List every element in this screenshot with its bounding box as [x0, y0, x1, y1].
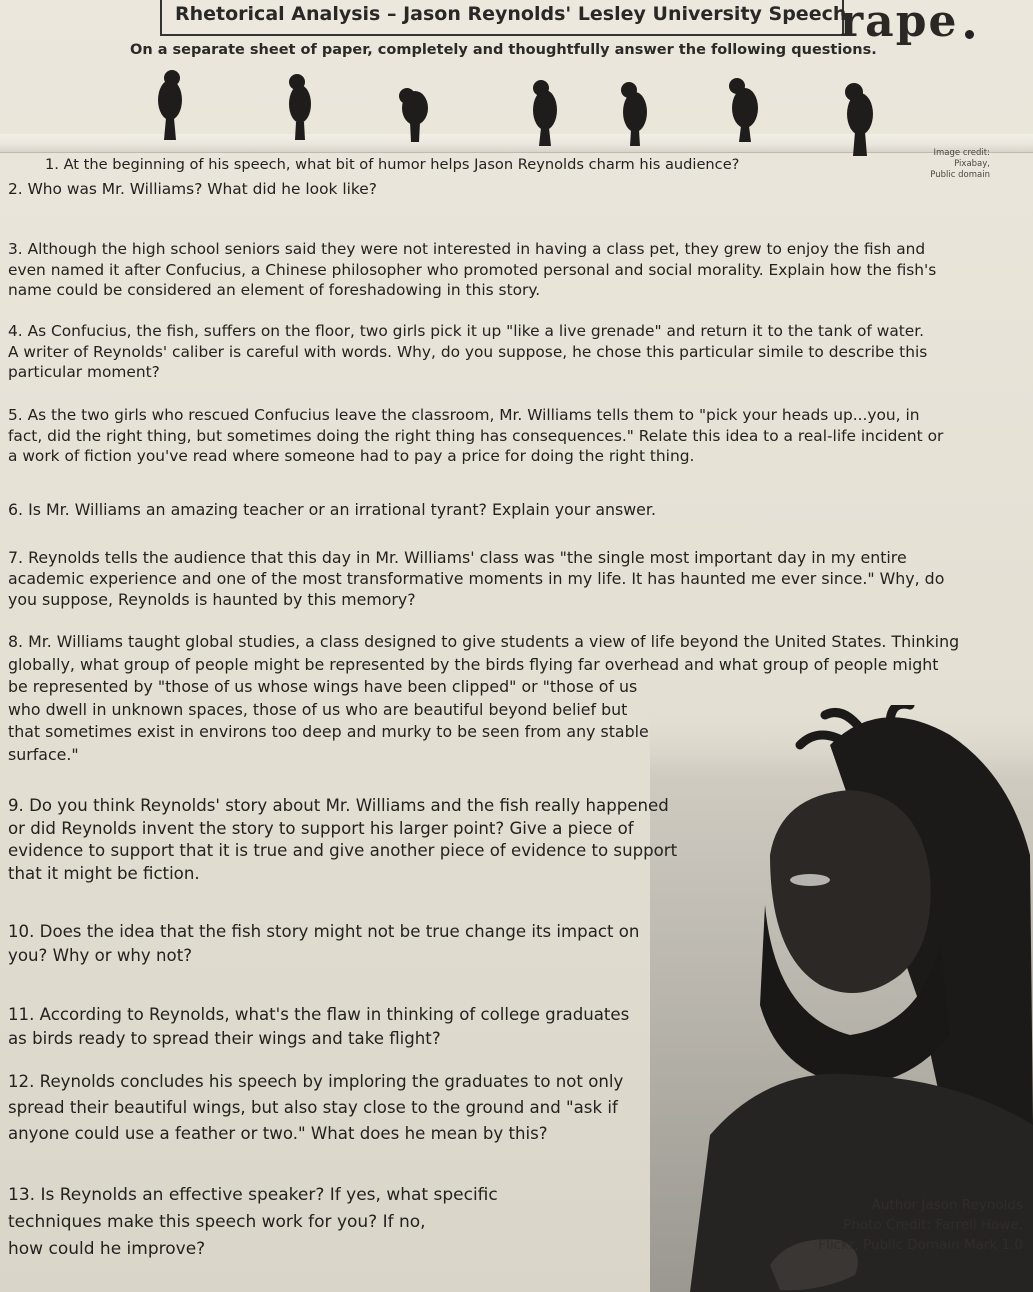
question-9-line-3: evidence to support that it is true and give another piece of evidence to support	[8, 841, 678, 860]
question-13-line-3: how could he improve?	[8, 1239, 206, 1259]
photo-caption: Author Jason Reynolds	[871, 1197, 1023, 1213]
question-13-line-1: 13. Is Reynolds an effective speaker? If yes, what specific	[8, 1185, 498, 1205]
bird-7	[845, 83, 873, 156]
question-4-line-3: particular moment?	[8, 363, 160, 381]
question-7-line-2: academic experience and one of the most transformative moments in my life. It has haunted me ever since." Why, do	[8, 569, 945, 588]
question-3-line-1: 3. Although the high school seniors said they were not interested in having a class pet, they grew to enjoy the fish and	[8, 240, 926, 258]
bird-1	[158, 70, 182, 140]
question-1-line-1: 1. At the beginning of his speech, what bit of humor helps Jason Reynolds charm his audience?	[45, 156, 740, 173]
question-8-line-5: that sometimes exist in environs too deep and murky to be seen from any stable	[8, 722, 649, 741]
bird-5	[621, 82, 647, 146]
question-4-line-2: A writer of Reynolds' caliber is careful with words. Why, do you suppose, he chose this particular simile to describe this	[8, 342, 928, 361]
question-12-line-1: 12. Reynolds concludes his speech by imploring the graduates to not only	[8, 1072, 624, 1091]
question-9-line-2: or did Reynolds invent the story to support his larger point? Give a piece of	[8, 818, 634, 838]
question-10-line-1: 10. Does the idea that the fish story might not be true change its impact on	[8, 922, 640, 941]
photo-license: Flickr, Public Domain Mark 1.0	[818, 1237, 1023, 1253]
question-12-line-3: anyone could use a feather or two." What does he mean by this?	[8, 1124, 548, 1143]
bird-6	[729, 78, 758, 142]
question-10-line-2: you? Why or why not?	[8, 945, 193, 965]
question-9-line-1: 9. Do you think Reynolds' story about Mr. Williams and the fish really happened	[8, 796, 669, 815]
question-11-line-1: 11. According to Reynolds, what's the flaw in thinking of college graduates	[8, 1005, 630, 1024]
question-9-line-4: that it might be fiction.	[8, 863, 200, 883]
question-8-line-6: surface."	[8, 744, 79, 764]
question-8-line-1: 8. Mr. Williams taught global studies, a class designed to give students a view of life beyond the United States. Thinking	[8, 632, 960, 651]
question-3-line-2: even named it after Confucius, a Chinese philosopher who promoted personal and social morality. Explain how the fish's	[8, 260, 937, 279]
bird-4	[533, 80, 557, 146]
question-3-line-3: name could be considered an element of foreshadowing in this story.	[8, 281, 541, 299]
question-8-line-2: globally, what group of people might be represented by the birds flying far overhead and what group of people might	[8, 654, 939, 674]
page-title: Rhetorical Analysis – Jason Reynolds' Lesley University Speech	[175, 3, 847, 25]
question-11-line-2: as birds ready to spread their wings and take flight?	[8, 1029, 441, 1048]
question-5-line-2: fact, did the right thing, but sometimes doing the right thing has consequences." Relate this idea to a real-life incident or	[8, 426, 944, 445]
question-7-line-3: you suppose, Reynolds is haunted by this memory?	[8, 590, 416, 609]
question-12-line-2: spread their beautiful wings, but also stay close to the ground and "ask if	[8, 1098, 618, 1117]
image-credit: Image credit: Pixabay, Public domain	[930, 148, 990, 180]
question-2-line-1: 2. Who was Mr. Williams? What did he look like?	[8, 180, 377, 198]
photo-source: Photo Credit: Farrell Howe,	[843, 1217, 1023, 1233]
question-8-line-4: who dwell in unknown spaces, those of us who are beautiful beyond belief but	[8, 699, 628, 719]
question-4-line-1: 4. As Confucius, the fish, suffers on the floor, two girls pick it up "like a live grenade" and return it to the tank of water.	[8, 322, 925, 340]
bird-2	[289, 74, 311, 140]
ink-dot	[965, 30, 974, 39]
question-5-line-3: a work of fiction you've read where someone had to pay a price for doing the right thing.	[8, 447, 695, 465]
handwritten-scribble: rape	[840, 0, 959, 47]
instructions: On a separate sheet of paper, completely and thoughtfully answer the following questions.	[130, 42, 877, 58]
question-7-line-1: 7. Reynolds tells the audience that this day in Mr. Williams' class was "the single most important day in my entire	[8, 548, 907, 567]
question-13-line-2: techniques make this speech work for you? If no,	[8, 1212, 426, 1232]
photo-credit	[818, 1195, 1023, 1255]
bird-3	[399, 88, 428, 142]
question-6-line-1: 6. Is Mr. Williams an amazing teacher or an irrational tyrant? Explain your answer.	[8, 500, 656, 519]
question-5-line-1: 5. As the two girls who rescued Confucius leave the classroom, Mr. Williams tells them to "pick your heads up...you, in	[8, 406, 920, 424]
question-8-line-3: be represented by "those of us whose wings have been clipped" or "those of us	[8, 677, 638, 696]
